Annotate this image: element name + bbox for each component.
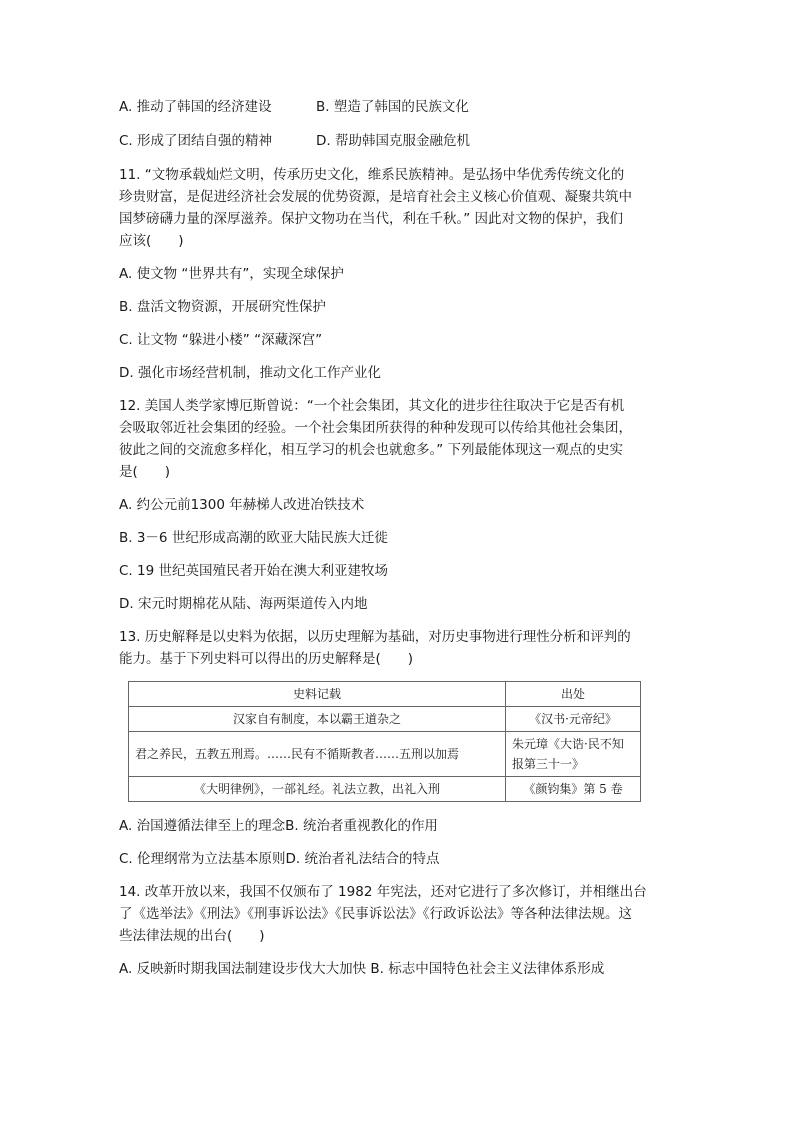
q12-option-d[interactable]: D. 宋元时期棉花从陆、海两渠道传入内地: [119, 596, 368, 612]
q11-option-d[interactable]: D. 强化市场经营机制，推动文化工作产业化: [119, 365, 381, 381]
q10-option-d[interactable]: D. 帮助韩国克服金融危机: [316, 133, 470, 149]
q10-option-b[interactable]: B. 塑造了韩国的民族文化: [316, 99, 469, 115]
q11-stem-line: 国梦磅礴力量的深厚滋养。保护文物功在当代，利在千秋。” 因此对文物的保护，我们: [119, 211, 624, 227]
table-cell-source: 《颜钧集》第 5 卷: [506, 777, 641, 802]
q13-stem: [119, 626, 679, 670]
q10-option-c[interactable]: C. 形成了团结自强的精神: [119, 133, 273, 149]
q14-stem-line: 了《选举法》《刑法》《刑事诉讼法》《民事诉讼法》《行政诉讼法》等各种法律法规。这: [119, 906, 632, 922]
q14-options-row-1: [119, 958, 679, 980]
q12-stem-line: 12. 美国人类学家博厄斯曾说：“一个社会集团，其文化的进步往往取决于它是否有机: [119, 398, 625, 414]
q14-stem: [119, 881, 679, 947]
table-row: [129, 732, 641, 777]
table-cell-record: 《大明律例》，一部礼经。礼法立教，出礼入刑: [129, 777, 506, 802]
q12-stem-line: 是( ): [119, 464, 171, 480]
q13-option-a[interactable]: A. 治国遵循法律至上的理念: [119, 818, 286, 834]
exam-page: [119, 96, 679, 991]
table-cell-record: 君之养民，五教五刑焉。……民有不循斯教者……五刑以加焉: [129, 732, 506, 777]
q14-stem-line: 14. 改革开放以来，我国不仅颁布了 1982 年宪法，还对它进行了多次修订，并相继出台: [119, 884, 647, 900]
q13-option-d[interactable]: D. 统治者礼法结合的特点: [285, 851, 440, 867]
table-header-row: [129, 682, 641, 707]
q11-stem: [119, 164, 679, 252]
q12-option-b[interactable]: B. 3－6 世纪形成高潮的欧亚大陆民族大迁徙: [119, 530, 388, 546]
q11-option-c[interactable]: C. 让文物 “躲进小楼” “深藏深宫”: [119, 332, 323, 348]
q13-options-row-1: [119, 815, 679, 837]
q11-stem-line: 珍贵财富，是促进经济社会发展的优势资源，是培育社会主义核心价值观、凝聚共筑中: [119, 189, 632, 205]
table-cell-record: 汉家自有制度，本以霸王道杂之: [129, 707, 506, 732]
q11-option-a[interactable]: A. 使文物 “世界共有”，实现全球保护: [119, 266, 344, 282]
q12-stem-line: 会吸取邻近社会集团的经验。一个社会集团所获得的种种发现可以传给其他社会集团，: [119, 420, 632, 436]
q13-stem-line: 能力。基于下列史料可以得出的历史解释是( ): [119, 651, 414, 667]
q13-options-row-2: [119, 848, 679, 870]
table-header-source: 出处: [506, 682, 641, 707]
table-cell-source: 朱元璋《大诰·民不知报第三十一》: [506, 732, 641, 777]
q12-stem: [119, 395, 679, 483]
q14-stem-line: 些法律法规的出台( ): [119, 928, 265, 944]
q11-stem-line: 应该( ): [119, 233, 184, 249]
q10-options-row-2: [119, 130, 679, 152]
q10-option-a[interactable]: A. 推动了韩国的经济建设: [119, 99, 272, 115]
q14-option-a[interactable]: A. 反映新时期我国法制建设步伐大大加快: [119, 961, 367, 977]
table-cell-source: 《汉书·元帝纪》: [506, 707, 641, 732]
source-table: [128, 681, 641, 802]
table-header-record: 史料记载: [129, 682, 506, 707]
table-row: [129, 707, 641, 732]
q11-option-b[interactable]: B. 盘活文物资源，开展研究性保护: [119, 299, 326, 315]
q13-stem-line: 13. 历史解释是以史料为依据，以历史理解为基础，对历史事物进行理性分析和评判的: [119, 629, 631, 645]
q14-option-b[interactable]: B. 标志中国特色社会主义法律体系形成: [370, 961, 605, 977]
q11-stem-line: 11. “文物承载灿烂文明，传承历史文化，维系民族精神。是弘扬中华优秀传统文化的: [119, 167, 625, 183]
q12-option-a[interactable]: A. 约公元前1300 年赫梯人改进冶铁技术: [119, 497, 365, 513]
q12-stem-line: 彼此之间的交流愈多样化，相互学习的机会也就愈多。” 下列最能体现这一观点的史实: [119, 442, 624, 458]
q12-option-c[interactable]: C. 19 世纪英国殖民者开始在澳大利亚建牧场: [119, 563, 388, 579]
q13-option-b[interactable]: B. 统治者重视教化的作用: [285, 818, 438, 834]
q13-option-c[interactable]: C. 伦理纲常为立法基本原则: [119, 851, 286, 867]
table-row: [129, 777, 641, 802]
q10-options-row-1: [119, 96, 679, 118]
